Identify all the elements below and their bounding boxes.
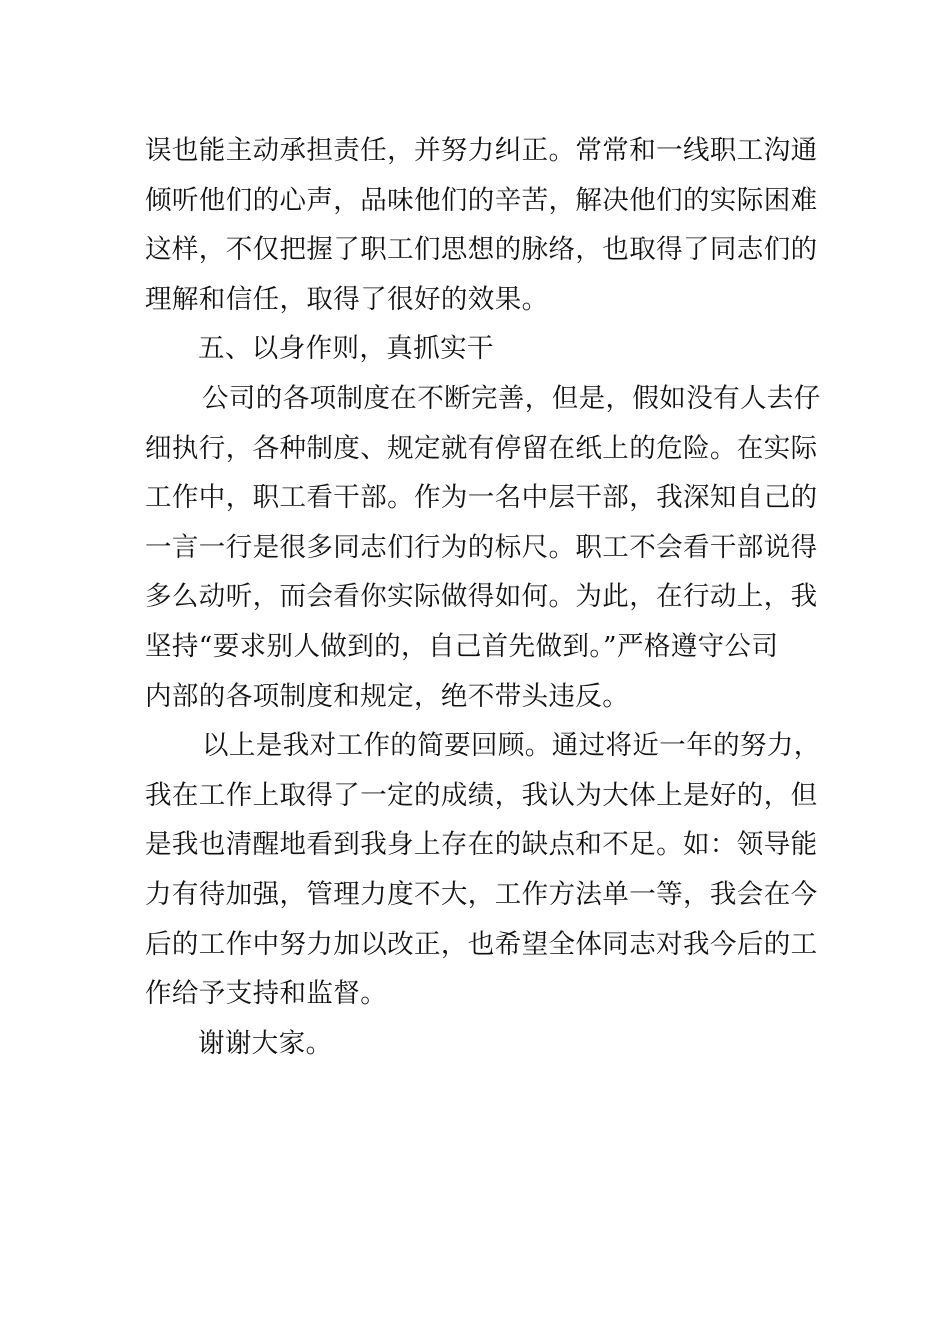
text-line: 多么动听，而会看你实际做得如何。为此，在行动上，我: [145, 581, 818, 613]
paragraph: [145, 126, 818, 324]
text-line: 一言一行是很多同志们行为的标尺。职工不会看干部说得: [145, 531, 818, 563]
text-line: 公司的各项制度在不断完善，但是，假如没有人去仔: [202, 382, 821, 414]
text-line: 细执行，各种制度、规定就有停留在纸上的危险。在实际: [145, 432, 818, 464]
document-body: [145, 126, 821, 1068]
closing-paragraph: [145, 1019, 810, 1069]
text-line: 这样，不仅把握了职工们思想的脉络，也取得了同志们的: [145, 234, 818, 266]
paragraph: [145, 721, 821, 1019]
closing-text: 谢谢大家。: [198, 1027, 333, 1059]
text-line: 工作中，职工看干部。作为一名中层干部，我深知自己的: [145, 482, 818, 514]
text-line: 误也能主动承担责任，并努力纠正。常常和一线职工沟通: [145, 135, 818, 166]
text-line: 倾听他们的心声，品味他们的辛苦，解决他们的实际困难: [145, 184, 818, 216]
text-line: 以上是我对工作的简要回顾。通过将近一年的努力，: [202, 730, 821, 762]
section-heading-text: 五、以身作则，真抓实干: [198, 333, 494, 365]
section-heading: [145, 324, 810, 374]
text-line: 是我也清醒地看到我身上存在的缺点和不足。如：领导能: [145, 829, 818, 861]
text-line: 力有待加强，管理力度不大，工作方法单一等，我会在今: [145, 878, 818, 910]
text-line: 内部的各项制度和规定，绝不带头违反。: [145, 680, 630, 712]
text-line: 作给予支持和监督。: [145, 978, 388, 1010]
text-line: 后的工作中努力加以改正，也希望全体同志对我今后的工: [145, 928, 818, 960]
text-line: 坚持“要求别人做到的，自己首先做到。”严格遵守公司: [145, 630, 779, 662]
text-line: 理解和信任，取得了很好的效果。: [145, 283, 549, 315]
text-line: 我在工作上取得了一定的成绩，我认为大体上是好的，但: [145, 779, 818, 811]
paragraph: [145, 374, 821, 721]
